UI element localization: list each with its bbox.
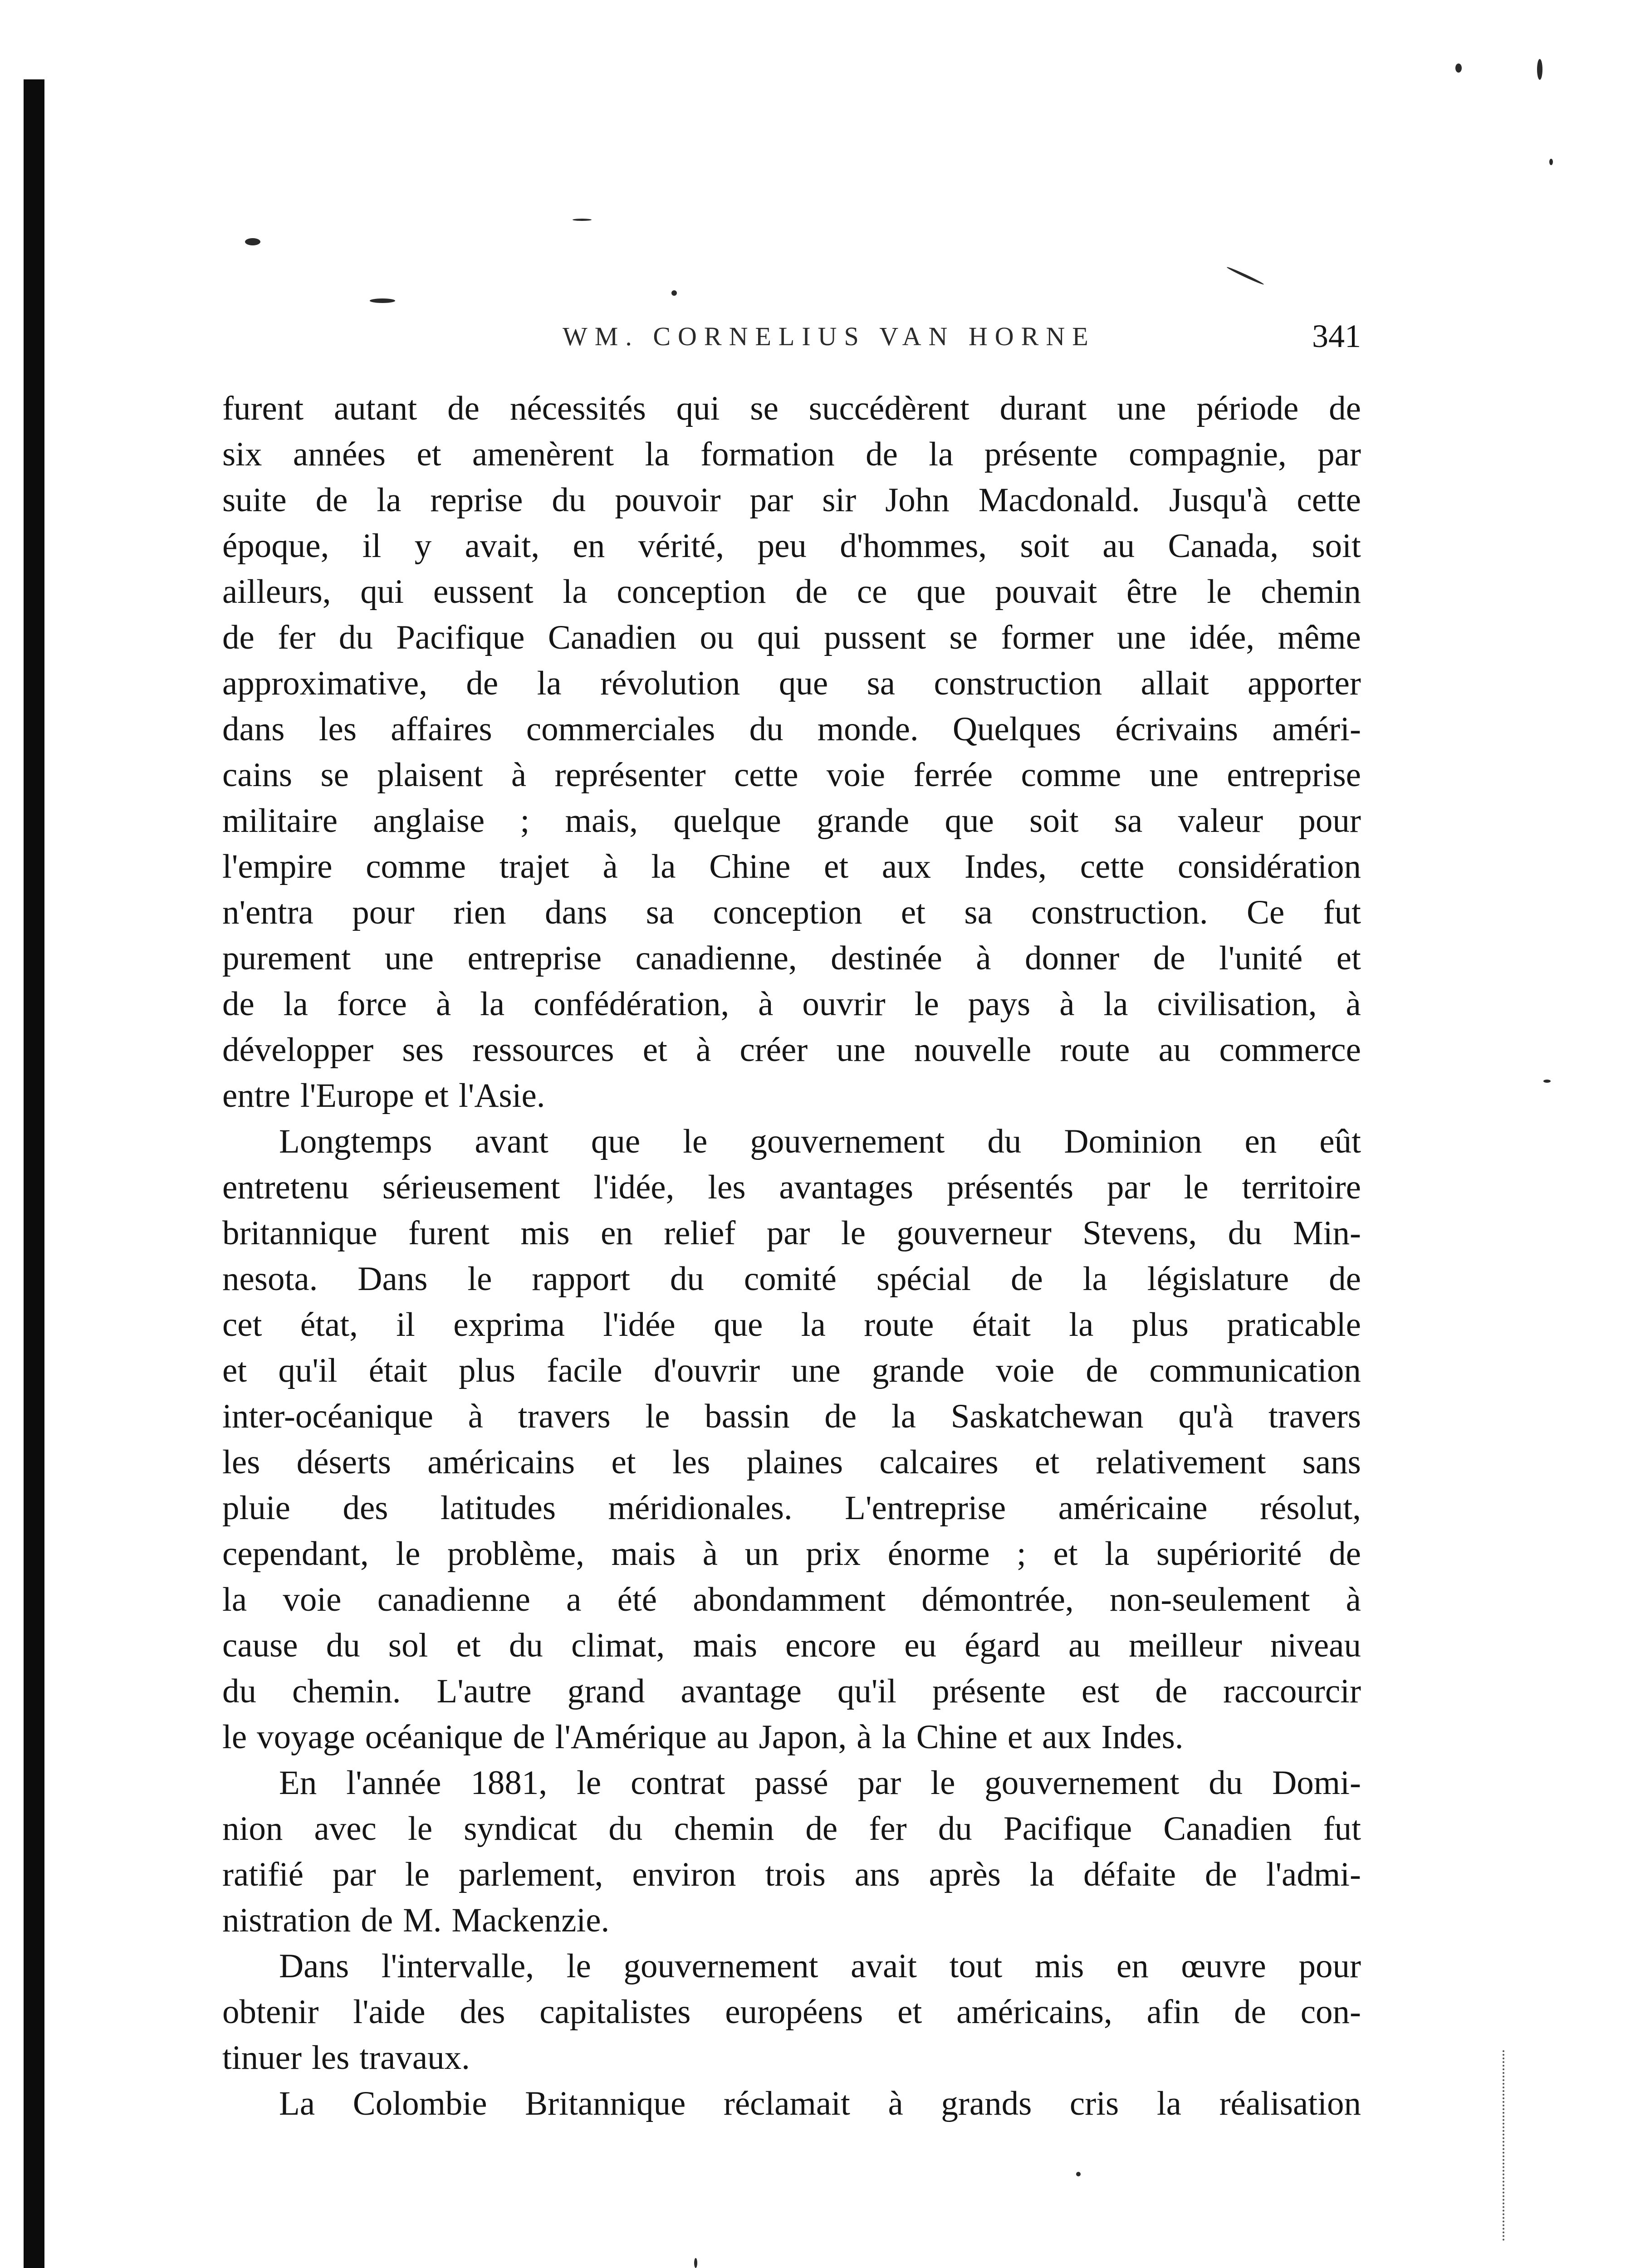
text-line: l'empire comme trajet à la Chine et aux Indes, cette considération <box>222 848 1361 885</box>
scan-speck <box>694 2258 697 2268</box>
scan-margin-marks <box>1503 2050 1513 2241</box>
running-title: WM. CORNELIUS VAN HORNE <box>563 322 1096 351</box>
running-head <box>218 318 1361 358</box>
text-line: inter-océanique à travers le bassin de la Saskatchewan qu'à travers <box>222 1398 1361 1435</box>
text-line: obtenir l'aide des capitalistes européens et américains, afin de con- <box>222 1993 1361 2031</box>
text-line: pluie des latitudes méridionales. L'entreprise américaine résolut, <box>222 1489 1361 1527</box>
text-line: cains se plaisent à représenter cette voie ferrée comme une entreprise <box>222 756 1361 794</box>
text-line: et qu'il était plus facile d'ouvrir une grande voie de communication <box>222 1352 1361 1389</box>
body-text <box>222 386 1361 2126</box>
text-line: ratifié par le parlement, environ trois ans après la défaite de l'admi- <box>222 1856 1361 1893</box>
text-line: approximative, de la révolution que sa construction allait apporter <box>222 665 1361 702</box>
text-line: de la force à la confédération, à ouvrir le pays à la civilisation, à <box>222 985 1361 1023</box>
text-line: cependant, le problème, mais à un prix énorme ; et la supériorité de <box>222 1535 1361 1573</box>
scan-speck <box>1543 1080 1551 1083</box>
text-line: purement une entreprise canadienne, destinée à donner de l'unité et <box>222 939 1361 977</box>
scan-speck <box>1226 266 1264 285</box>
text-line: de fer du Pacifique Canadien ou qui pussent se former une idée, même <box>222 619 1361 656</box>
text-line: du chemin. L'autre grand avantage qu'il présente est de raccourcir <box>222 1672 1361 1710</box>
text-line: La Colombie Britannique réclamait à grands cris la réalisation <box>279 2085 1361 2122</box>
scan-speck <box>573 219 592 221</box>
scan-speck <box>245 238 260 245</box>
text-line: nistration de M. Mackenzie. <box>222 1901 610 1939</box>
text-line: En l'année 1881, le contrat passé par le gouvernement du Domi- <box>279 1764 1361 1802</box>
text-line: cet état, il exprima l'idée que la route était la plus praticable <box>222 1306 1361 1344</box>
scan-edge-bar <box>24 79 44 2268</box>
text-line: six années et amenèrent la formation de la présente compagnie, par <box>222 435 1361 473</box>
scan-speck <box>671 290 677 296</box>
scan-speck <box>1455 64 1462 73</box>
text-line: le voyage océanique de l'Amérique au Japon, à la Chine et aux Indes. <box>222 1718 1184 1756</box>
text-line: dans les affaires commerciales du monde. Quelques écrivains améri- <box>222 710 1361 748</box>
text-line: entretenu sérieusement l'idée, les avantages présentés par le territoire <box>222 1168 1361 1206</box>
scan-speck <box>1549 159 1553 165</box>
text-line: les déserts américains et les plaines calcaires et relativement sans <box>222 1443 1361 1481</box>
scan-speck <box>1537 59 1542 80</box>
text-line: Dans l'intervalle, le gouvernement avait tout mis en œuvre pour <box>279 1947 1361 1985</box>
text-line: entre l'Europe et l'Asie. <box>222 1077 545 1114</box>
text-line: nion avec le syndicat du chemin de fer du Pacifique Canadien fut <box>222 1810 1361 1848</box>
text-line: britannique furent mis en relief par le gouverneur Stevens, du Min- <box>222 1214 1361 1252</box>
text-line: développer ses ressources et à créer une nouvelle route au commerce <box>222 1031 1361 1069</box>
text-line: furent autant de nécessités qui se succédèrent durant une période de <box>222 390 1361 427</box>
text-line: Longtemps avant que le gouvernement du Dominion en eût <box>279 1123 1361 1160</box>
text-line: tinuer les travaux. <box>222 2039 470 2077</box>
text-line: époque, il y avait, en vérité, peu d'hommes, soit au Canada, soit <box>222 527 1361 565</box>
text-line: ailleurs, qui eussent la conception de ce que pouvait être le chemin <box>222 573 1361 611</box>
text-line: la voie canadienne a été abondamment démontrée, non-seulement à <box>222 1581 1361 1618</box>
text-line: cause du sol et du climat, mais encore eu égard au meilleur niveau <box>222 1627 1361 1664</box>
text-line: militaire anglaise ; mais, quelque grande que soit sa valeur pour <box>222 802 1361 840</box>
page-number: 341 <box>1312 318 1361 354</box>
scan-speck <box>370 298 395 303</box>
text-line: nesota. Dans le rapport du comité spécial de la législature de <box>222 1260 1361 1298</box>
text-line: n'entra pour rien dans sa conception et sa construction. Ce fut <box>222 894 1361 931</box>
scan-speck <box>1076 2172 1081 2176</box>
text-line: suite de la reprise du pouvoir par sir John Macdonald. Jusqu'à cette <box>222 481 1361 519</box>
